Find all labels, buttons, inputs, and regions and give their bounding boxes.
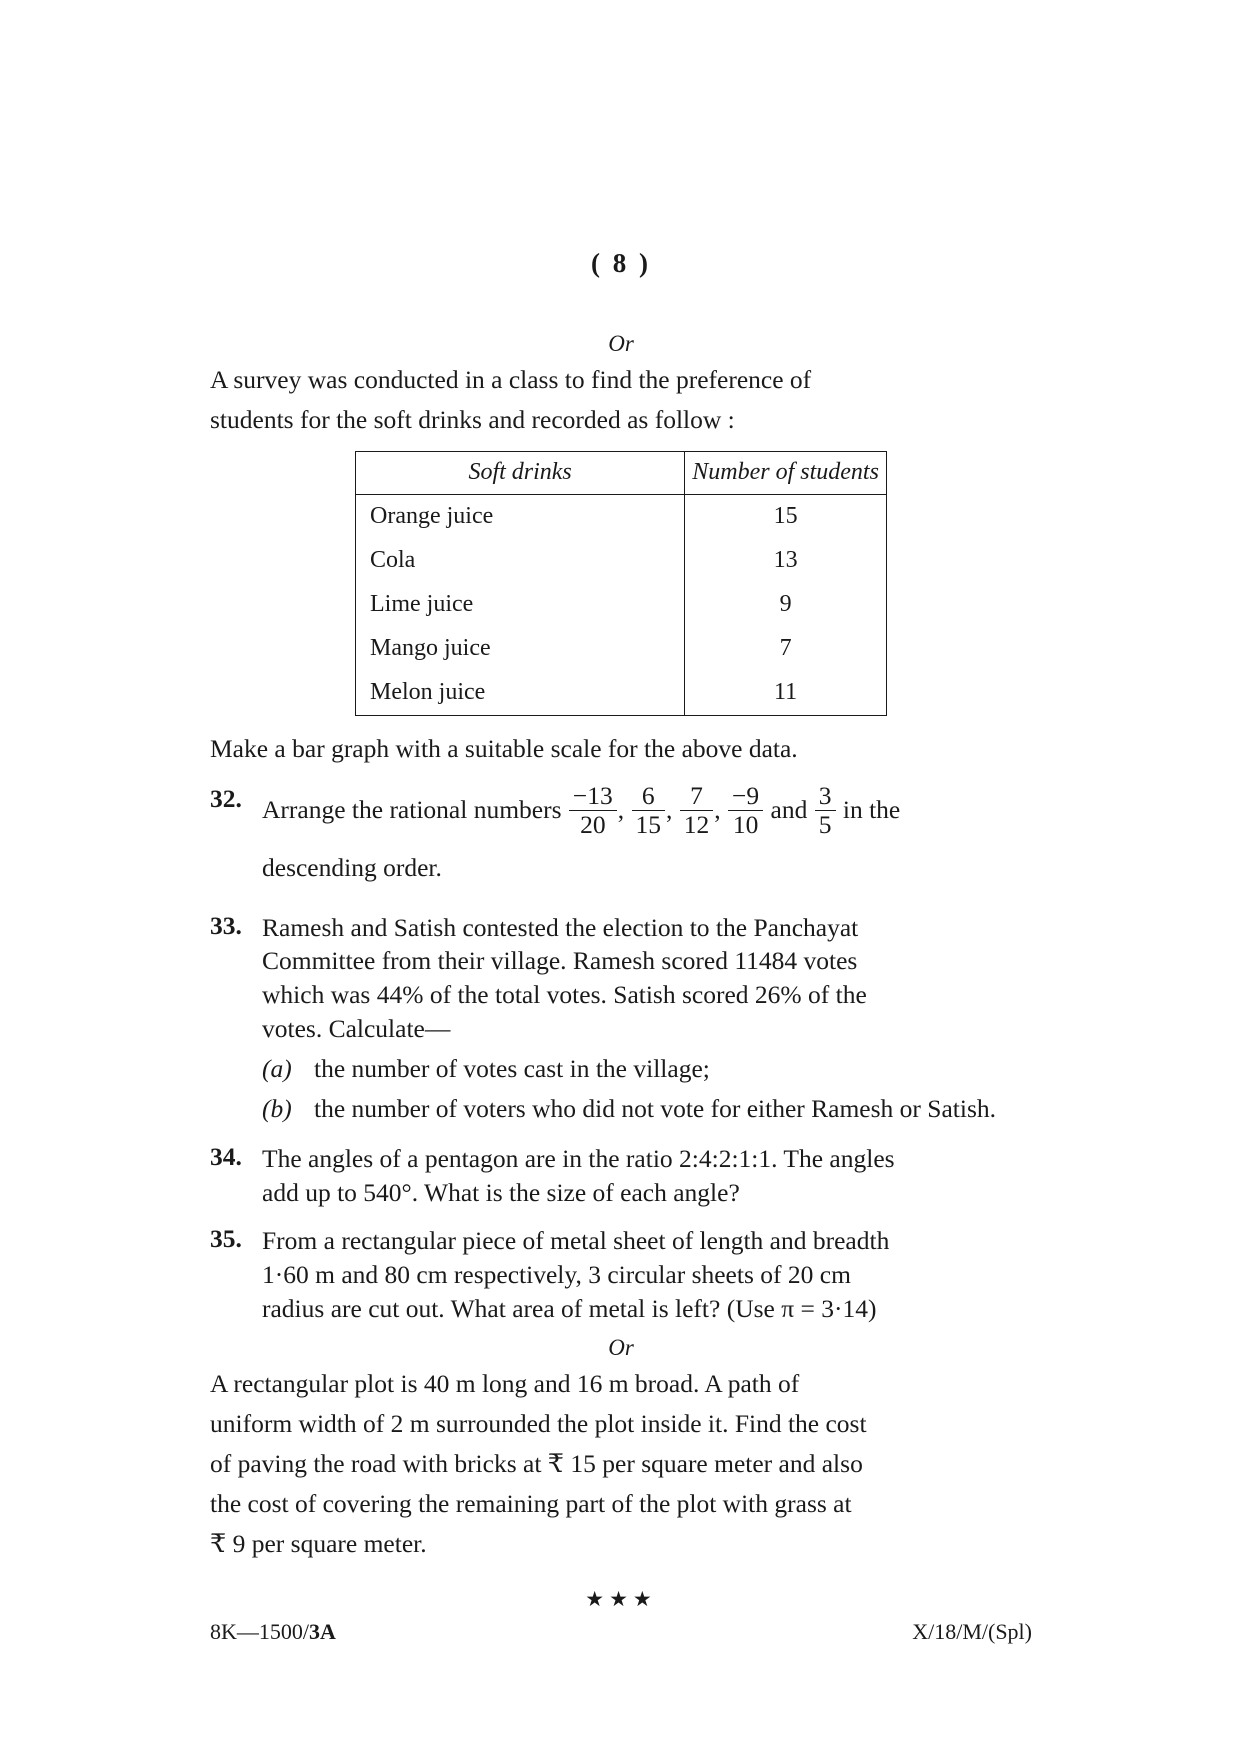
fraction-denominator: 10	[728, 810, 763, 839]
fraction-denominator: 20	[569, 810, 617, 839]
table-row	[356, 494, 887, 539]
question-35-line-3: radius are cut out. What area of metal is left? (Use π = 3·14)	[262, 1293, 877, 1323]
question-33-line-2: Committee from their village. Ramesh scored 11484 votes	[262, 946, 858, 976]
survey-intro-line-1: A survey was conducted in a class to find the preference of	[210, 365, 812, 394]
subitem-text: the number of votes cast in the village;	[314, 1054, 710, 1084]
section-end-stars: ★★★	[585, 1587, 657, 1612]
alternate-35-line-1: A rectangular plot is 40 m long and 16 m broad. A path of	[210, 1369, 800, 1399]
question-33-subitem-b	[262, 1092, 1032, 1126]
fraction-numerator: 7	[690, 780, 703, 810]
table-row	[356, 671, 887, 716]
fraction-3	[680, 780, 714, 840]
footer-code-suffix: 3A	[309, 1619, 336, 1644]
question-35-line-2: 1·60 m and 80 cm respectively, 3 circular sheets of 20 cm	[262, 1259, 851, 1289]
fraction-denominator: 12	[680, 810, 714, 839]
table-row	[356, 539, 887, 583]
question-35-line-1: From a rectangular piece of metal sheet of length and breadth	[262, 1225, 890, 1255]
or-label-second: Or	[608, 1335, 634, 1361]
column-header-soft-drinks: Soft drinks	[356, 451, 685, 494]
or-label-first: Or	[608, 331, 634, 356]
question-33-subitem-a	[262, 1052, 1032, 1086]
footer-paper-code	[210, 1619, 336, 1645]
question-number: 34.	[210, 1141, 242, 1171]
subitem-text: the number of voters who did not vote for either Ramesh or Satish.	[314, 1094, 996, 1124]
fraction-separator: ,	[714, 794, 721, 824]
alternate-35-line-4: the cost of covering the remaining part of the plot with grass at	[210, 1489, 852, 1519]
fraction-1	[569, 780, 617, 840]
question-number: 35.	[210, 1223, 242, 1253]
question-32-text-after: in the	[842, 794, 901, 824]
footer-exam-code: X/18/M/(Spl)	[912, 1619, 1032, 1644]
subitem-label: (a)	[262, 1054, 292, 1084]
cell-drink: Cola	[356, 539, 685, 583]
cell-drink: Mango juice	[356, 627, 685, 671]
survey-closing-instruction: Make a bar graph with a suitable scale for the above data.	[210, 733, 798, 763]
question-34-line-2: add up to 540°. What is the size of each angle?	[262, 1177, 740, 1207]
page-footer	[210, 1619, 1032, 1645]
fraction-numerator: 3	[818, 780, 832, 810]
survey-intro-line-2: students for the soft drinks and recorded as follow :	[210, 404, 735, 434]
alternate-35-line-2: uniform width of 2 m surrounded the plot inside it. Find the cost	[210, 1409, 867, 1439]
fraction-denominator: 5	[815, 810, 836, 839]
alternate-35-line-5: ₹ 9 per square meter.	[210, 1529, 427, 1559]
soft-drinks-table-wrapper	[210, 451, 1032, 716]
fraction-4	[728, 780, 763, 840]
cell-drink: Lime juice	[356, 583, 685, 627]
question-number: 33.	[210, 910, 242, 940]
question-33-line-4: votes. Calculate—	[262, 1014, 451, 1044]
fraction-denominator: 15	[632, 810, 666, 839]
question-32-body	[262, 780, 1032, 895]
column-header-number-of-students: Number of students	[685, 451, 887, 494]
fraction-numerator: −9	[732, 780, 760, 810]
question-32-line-2: descending order.	[262, 853, 442, 883]
question-32-text-before: Arrange the rational numbers	[262, 794, 562, 824]
page-number: ( 8 )	[591, 248, 651, 278]
fraction-2	[632, 780, 666, 840]
question-32	[210, 780, 1032, 895]
cell-drink: Orange juice	[356, 494, 685, 539]
cell-count: 13	[685, 539, 887, 583]
footer-code-prefix: 8K—1500/	[210, 1619, 309, 1644]
question-35-body	[262, 1224, 1032, 1326]
table-row	[356, 583, 887, 627]
question-34	[210, 1142, 1032, 1210]
question-34-body	[262, 1142, 1032, 1210]
soft-drinks-table	[355, 451, 887, 716]
table-header-row	[356, 451, 887, 494]
fraction-5	[815, 780, 836, 840]
question-34-line-1: The angles of a pentagon are in the ratio 2:4:2:1:1. The angles	[262, 1143, 895, 1173]
fraction-numerator: −13	[572, 780, 613, 810]
fraction-separator: ,	[666, 794, 673, 824]
question-33-line-1: Ramesh and Satish contested the election to the Panchayat	[262, 912, 859, 942]
table-row	[356, 627, 887, 671]
cell-count: 9	[685, 583, 887, 627]
question-35	[210, 1224, 1032, 1326]
cell-drink: Melon juice	[356, 671, 685, 716]
subitem-label: (b)	[262, 1094, 292, 1124]
cell-count: 15	[685, 494, 887, 539]
question-33-line-3: which was 44% of the total votes. Satish scored 26% of the	[262, 980, 867, 1010]
question-33-body	[262, 911, 1032, 1047]
fraction-separator: ,	[617, 794, 625, 824]
alternate-35-line-3: of paving the road with bricks at ₹ 15 per square meter and also	[210, 1449, 863, 1479]
fraction-numerator: 6	[641, 780, 655, 810]
cell-count: 11	[685, 671, 887, 716]
question-32-conjunction: and	[770, 794, 808, 824]
question-33	[210, 911, 1032, 1126]
question-number: 32.	[210, 783, 242, 813]
cell-count: 7	[685, 627, 887, 671]
